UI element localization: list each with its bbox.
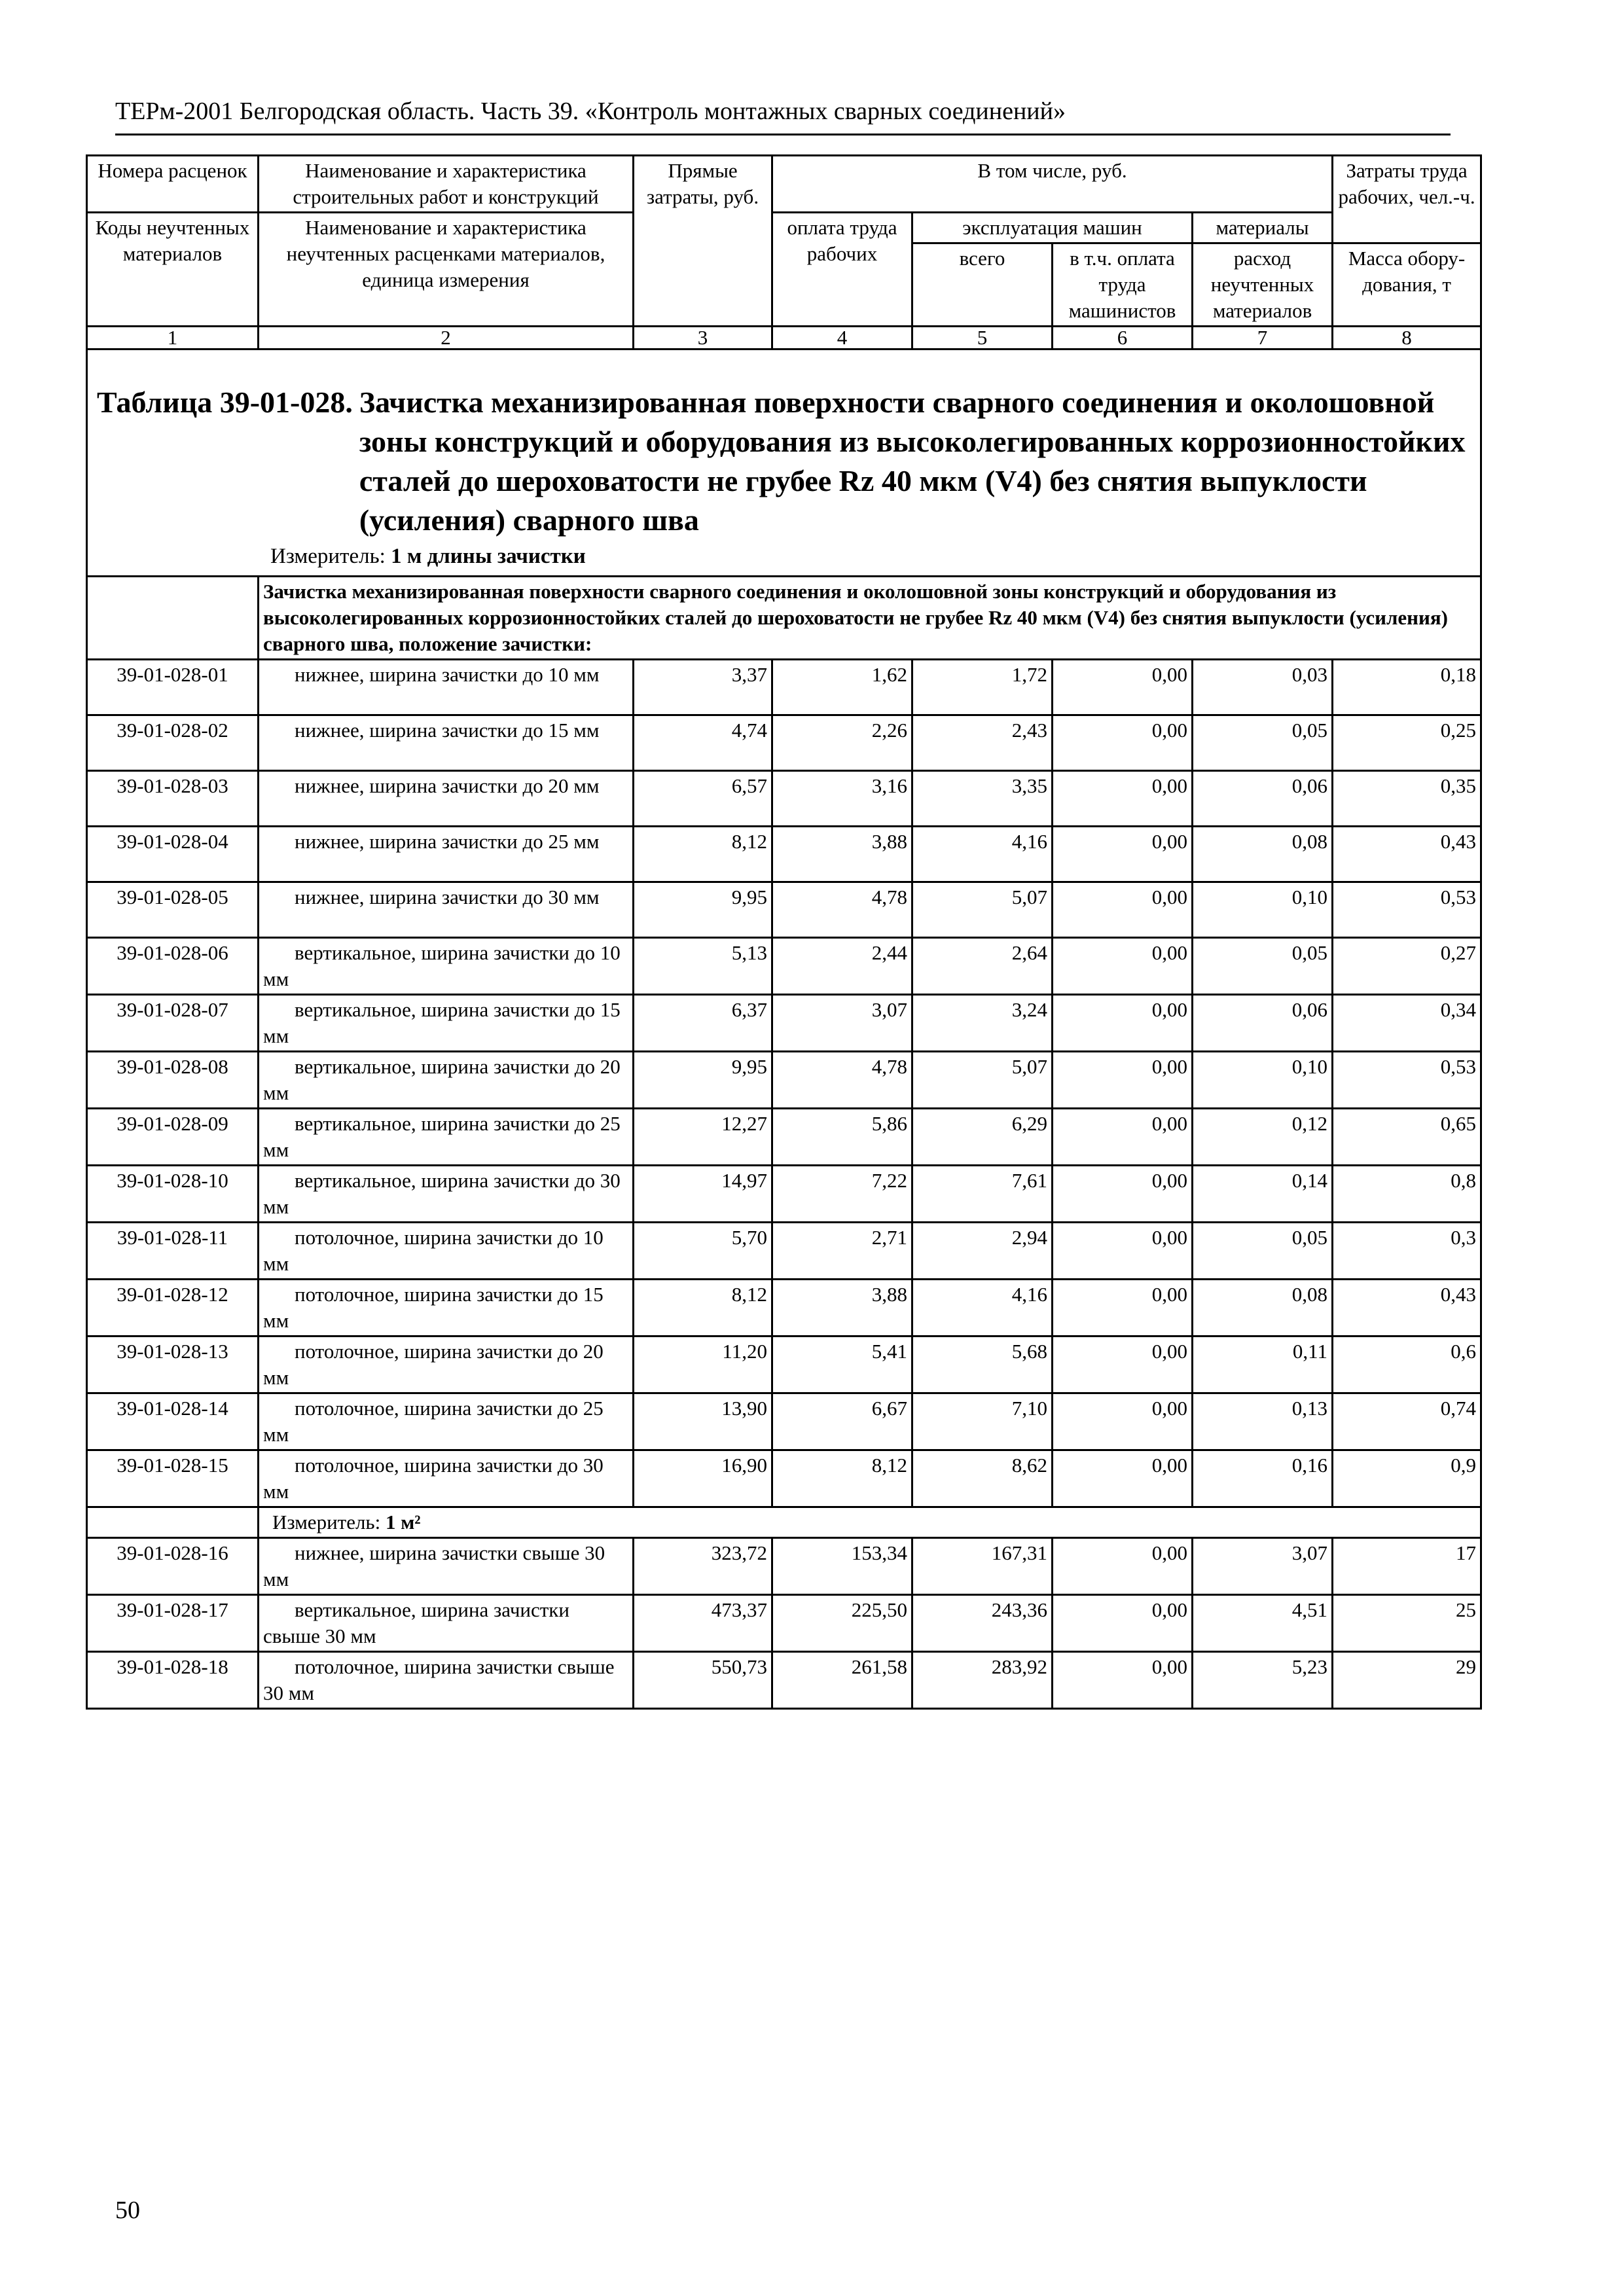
value-cell: 4,78 [772, 882, 912, 938]
work-description: вертикальное, ширина зачистки до 30 мм [259, 1166, 634, 1223]
work-description: нижнее, ширина зачистки до 20 мм [259, 771, 634, 827]
value-cell: 0,16 [1193, 1450, 1333, 1507]
value-cell: 167,31 [912, 1538, 1053, 1595]
value-cell: 7,61 [912, 1166, 1053, 1223]
value-cell: 0,43 [1333, 1280, 1481, 1336]
work-description: нижнее, ширина зачистки до 30 мм [259, 882, 634, 938]
table-row [87, 715, 1481, 771]
work-description: нижнее, ширина зачистки до 15 мм [259, 715, 634, 771]
value-cell: 3,88 [772, 1280, 912, 1336]
value-cell: 0,03 [1193, 660, 1333, 715]
value-cell: 4,51 [1193, 1595, 1333, 1652]
value-cell: 5,86 [772, 1109, 912, 1166]
value-cell: 0,43 [1333, 827, 1481, 882]
rate-code: 39-01-028-03 [87, 771, 259, 827]
value-cell: 3,07 [1193, 1538, 1333, 1595]
head-material-name: Наименование и характеристика неучтенных расценками материалов, единица измерения [259, 213, 634, 327]
table-row [87, 995, 1481, 1052]
table-row [87, 771, 1481, 827]
value-cell: 0,08 [1193, 1280, 1333, 1336]
table-row [87, 1595, 1481, 1652]
value-cell: 0,65 [1333, 1109, 1481, 1166]
table-row [87, 1280, 1481, 1336]
measure-unit-1: Измеритель: 1 м длины зачистки [270, 545, 586, 568]
rate-code: 39-01-028-01 [87, 660, 259, 715]
work-description: вертикальное, ширина зачистки до 25 мм [259, 1109, 634, 1166]
rate-code: 39-01-028-04 [87, 827, 259, 882]
value-cell: 3,07 [772, 995, 912, 1052]
value-cell: 4,16 [912, 827, 1053, 882]
head-labor-costs: Затраты труда рабочих, чел.-ч. [1333, 156, 1481, 243]
page-header: ТЕРм-2001 Белгородская область. Часть 39. «Контроль монтажных сварных соединений» [115, 96, 1451, 135]
value-cell: 7,10 [912, 1393, 1053, 1450]
value-cell: 4,78 [772, 1052, 912, 1109]
table-row [87, 1336, 1481, 1393]
value-cell: 29 [1333, 1652, 1481, 1709]
column-number: 1 [87, 327, 259, 350]
value-cell: 11,20 [634, 1336, 772, 1393]
column-numbers-row [87, 327, 1481, 350]
table-row [87, 1450, 1481, 1507]
value-cell: 0,53 [1333, 882, 1481, 938]
rate-code: 39-01-028-16 [87, 1538, 259, 1595]
measure-unit-2: Измеритель: 1 м² [259, 1507, 1481, 1538]
value-cell: 0,00 [1053, 1052, 1193, 1109]
value-cell: 0,3 [1333, 1223, 1481, 1280]
value-cell: 0,00 [1053, 1450, 1193, 1507]
value-cell: 0,06 [1193, 995, 1333, 1052]
rate-code: 39-01-028-18 [87, 1652, 259, 1709]
head-unaccounted-materials: расход неучтенных материалов [1193, 243, 1333, 327]
table-row [87, 1109, 1481, 1166]
value-cell: 25 [1333, 1595, 1481, 1652]
value-cell: 0,00 [1053, 1652, 1193, 1709]
value-cell: 0,74 [1333, 1393, 1481, 1450]
value-cell: 5,23 [1193, 1652, 1333, 1709]
rate-code: 39-01-028-13 [87, 1336, 259, 1393]
value-cell: 2,64 [912, 938, 1053, 995]
head-materials: материалы [1193, 213, 1333, 243]
rate-code: 39-01-028-09 [87, 1109, 259, 1166]
value-cell: 17 [1333, 1538, 1481, 1595]
table-row [87, 1538, 1481, 1595]
value-cell: 0,00 [1053, 938, 1193, 995]
value-cell: 0,00 [1053, 1109, 1193, 1166]
value-cell: 0,00 [1053, 1280, 1193, 1336]
value-cell: 550,73 [634, 1652, 772, 1709]
value-cell: 0,10 [1193, 1052, 1333, 1109]
value-cell: 0,00 [1053, 715, 1193, 771]
table-row [87, 827, 1481, 882]
value-cell: 2,94 [912, 1223, 1053, 1280]
value-cell: 3,24 [912, 995, 1053, 1052]
value-cell: 0,05 [1193, 938, 1333, 995]
table-row [87, 660, 1481, 715]
value-cell: 0,18 [1333, 660, 1481, 715]
rate-code: 39-01-028-11 [87, 1223, 259, 1280]
column-number: 5 [912, 327, 1053, 350]
table-row [87, 1393, 1481, 1450]
value-cell: 0,12 [1193, 1109, 1333, 1166]
value-cell: 2,71 [772, 1223, 912, 1280]
table-row [87, 1052, 1481, 1109]
value-cell: 3,88 [772, 827, 912, 882]
value-cell: 5,07 [912, 1052, 1053, 1109]
work-description: вертикальное, ширина зачистки до 10 мм [259, 938, 634, 995]
work-description: потолочное, ширина зачистки свыше 30 мм [259, 1652, 634, 1709]
value-cell: 12,27 [634, 1109, 772, 1166]
table-number: Таблица 39-01-028. [97, 386, 353, 419]
table-row [87, 1652, 1481, 1709]
column-number: 8 [1333, 327, 1481, 350]
rate-code: 39-01-028-07 [87, 995, 259, 1052]
work-description: нижнее, ширина зачистки свыше 30 мм [259, 1538, 634, 1595]
section-heading: Зачистка механизированная поверхности сварного соединения и околошовной зоны конструкций и оборудования из высоколегированных коррозионностойких сталей до шероховатости не грубее Rz 40 мкм (V4) без снятия выпуклости (усиления) сварного шва, положение зачистки: [259, 577, 1481, 660]
value-cell: 2,43 [912, 715, 1053, 771]
column-number: 3 [634, 327, 772, 350]
rate-code: 39-01-028-14 [87, 1393, 259, 1450]
rate-code: 39-01-028-17 [87, 1595, 259, 1652]
value-cell: 0,27 [1333, 938, 1481, 995]
value-cell: 2,44 [772, 938, 912, 995]
rate-code: 39-01-028-12 [87, 1280, 259, 1336]
work-description: потолочное, ширина зачистки до 25 мм [259, 1393, 634, 1450]
table-row [87, 938, 1481, 995]
column-number: 2 [259, 327, 634, 350]
head-work-name: Наименование и характеристика строительных работ и конструкций [259, 156, 634, 213]
value-cell: 0,05 [1193, 715, 1333, 771]
rate-code: 39-01-028-08 [87, 1052, 259, 1109]
value-cell: 3,37 [634, 660, 772, 715]
value-cell: 5,07 [912, 882, 1053, 938]
value-cell: 323,72 [634, 1538, 772, 1595]
table-row [87, 1223, 1481, 1280]
value-cell: 0,00 [1053, 882, 1193, 938]
value-cell: 0,00 [1053, 1595, 1193, 1652]
value-cell: 6,37 [634, 995, 772, 1052]
value-cell: 6,67 [772, 1393, 912, 1450]
head-material-codes: Коды неучтенных материалов [87, 213, 259, 327]
work-description: потолочное, ширина зачистки до 30 мм [259, 1450, 634, 1507]
value-cell: 225,50 [772, 1595, 912, 1652]
value-cell: 5,41 [772, 1336, 912, 1393]
value-cell: 473,37 [634, 1595, 772, 1652]
value-cell: 8,12 [634, 827, 772, 882]
value-cell: 1,72 [912, 660, 1053, 715]
value-cell: 3,16 [772, 771, 912, 827]
value-cell: 0,00 [1053, 660, 1193, 715]
page-number: 50 [115, 2197, 140, 2224]
value-cell: 13,90 [634, 1393, 772, 1450]
value-cell: 0,00 [1053, 1166, 1193, 1223]
head-worker-pay: оплата труда рабочих [772, 213, 912, 327]
value-cell: 0,05 [1193, 1223, 1333, 1280]
value-cell: 0,11 [1193, 1336, 1333, 1393]
value-cell: 14,97 [634, 1166, 772, 1223]
value-cell: 6,57 [634, 771, 772, 827]
value-cell: 16,90 [634, 1450, 772, 1507]
table-title: Зачистка механизированная поверхности сварного соединения и околошовной зоны конструкций и оборудования из высоколегированных коррозионностойких сталей до шероховатости не грубее Rz 40 мкм (V4) без снятия выпуклости (усиления) сварного шва [359, 386, 1466, 537]
work-description: потолочное, ширина зачистки до 10 мм [259, 1223, 634, 1280]
column-number: 7 [1193, 327, 1333, 350]
table-row [87, 882, 1481, 938]
value-cell: 3,35 [912, 771, 1053, 827]
value-cell: 4,16 [912, 1280, 1053, 1336]
value-cell: 5,68 [912, 1336, 1053, 1393]
value-cell: 5,13 [634, 938, 772, 995]
value-cell: 0,00 [1053, 995, 1193, 1052]
value-cell: 0,13 [1193, 1393, 1333, 1450]
work-description: нижнее, ширина зачистки до 25 мм [259, 827, 634, 882]
value-cell: 6,29 [912, 1109, 1053, 1166]
value-cell: 0,25 [1333, 715, 1481, 771]
value-cell: 0,34 [1333, 995, 1481, 1052]
value-cell: 0,53 [1333, 1052, 1481, 1109]
value-cell: 4,74 [634, 715, 772, 771]
price-table [86, 154, 1482, 1710]
value-cell: 0,08 [1193, 827, 1333, 882]
work-description: вертикальное, ширина зачистки свыше 30 мм [259, 1595, 634, 1652]
value-cell: 0,06 [1193, 771, 1333, 827]
value-cell: 9,95 [634, 1052, 772, 1109]
work-description: вертикальное, ширина зачистки до 15 мм [259, 995, 634, 1052]
value-cell: 5,70 [634, 1223, 772, 1280]
work-description: нижнее, ширина зачистки до 10 мм [259, 660, 634, 715]
work-description: потолочное, ширина зачистки до 15 мм [259, 1280, 634, 1336]
head-direct-costs: Прямые затраты, руб. [634, 156, 772, 327]
head-equipment-mass: Масса обору-дования, т [1333, 243, 1481, 327]
value-cell: 0,14 [1193, 1166, 1333, 1223]
value-cell: 2,26 [772, 715, 912, 771]
value-cell: 0,00 [1053, 771, 1193, 827]
value-cell: 0,00 [1053, 1336, 1193, 1393]
head-machine-operation: эксплуатация машин [912, 213, 1193, 243]
rate-code: 39-01-028-05 [87, 882, 259, 938]
head-machinist-pay: в т.ч. оплата труда машинистов [1053, 243, 1193, 327]
work-description: потолочное, ширина зачистки до 20 мм [259, 1336, 634, 1393]
value-cell: 283,92 [912, 1652, 1053, 1709]
value-cell: 8,12 [772, 1450, 912, 1507]
value-cell: 0,10 [1193, 882, 1333, 938]
value-cell: 7,22 [772, 1166, 912, 1223]
head-including: В том числе, руб. [772, 156, 1333, 213]
table-row [87, 1166, 1481, 1223]
work-description: вертикальное, ширина зачистки до 20 мм [259, 1052, 634, 1109]
value-cell: 8,62 [912, 1450, 1053, 1507]
value-cell: 0,8 [1333, 1166, 1481, 1223]
value-cell: 9,95 [634, 882, 772, 938]
value-cell: 0,00 [1053, 1393, 1193, 1450]
head-rate-numbers: Номера расценок [87, 156, 259, 213]
value-cell: 8,12 [634, 1280, 772, 1336]
value-cell: 0,00 [1053, 1538, 1193, 1595]
column-number: 4 [772, 327, 912, 350]
value-cell: 243,36 [912, 1595, 1053, 1652]
value-cell: 1,62 [772, 660, 912, 715]
column-number: 6 [1053, 327, 1193, 350]
value-cell: 0,6 [1333, 1336, 1481, 1393]
table-title-block [87, 350, 1481, 577]
rate-code: 39-01-028-10 [87, 1166, 259, 1223]
head-machine-total: всего [912, 243, 1053, 327]
value-cell: 0,9 [1333, 1450, 1481, 1507]
value-cell: 0,35 [1333, 771, 1481, 827]
rate-code: 39-01-028-15 [87, 1450, 259, 1507]
value-cell: 153,34 [772, 1538, 912, 1595]
value-cell: 261,58 [772, 1652, 912, 1709]
rate-code: 39-01-028-06 [87, 938, 259, 995]
value-cell: 0,00 [1053, 827, 1193, 882]
rate-code: 39-01-028-02 [87, 715, 259, 771]
value-cell: 0,00 [1053, 1223, 1193, 1280]
